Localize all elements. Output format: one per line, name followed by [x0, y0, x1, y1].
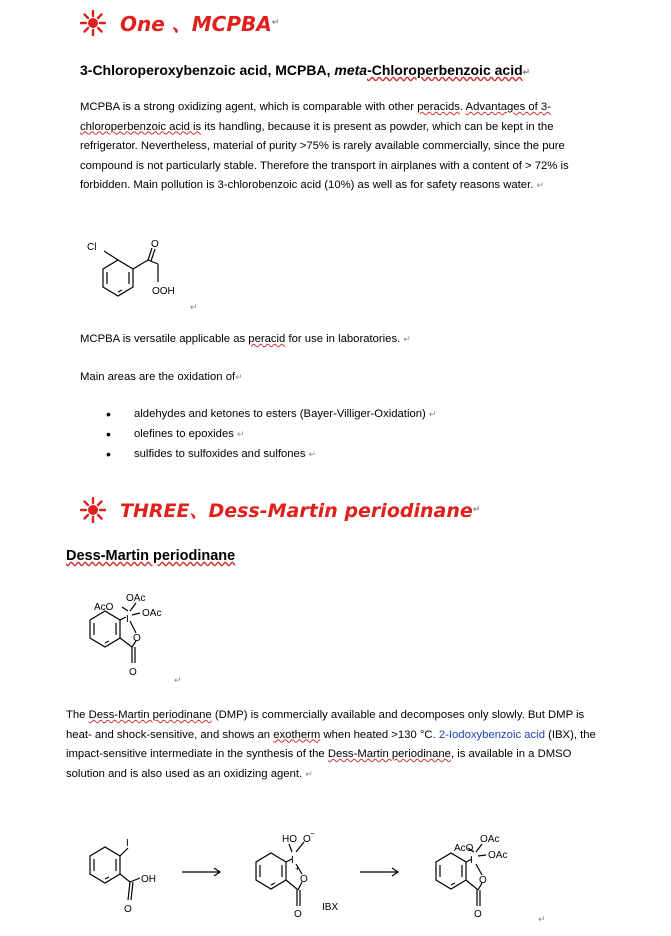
- dmp-oac-top-label: OAc: [480, 834, 500, 845]
- ibx-dmp-reaction-scheme: [60, 828, 620, 932]
- text-run: (IBX), the impact-sensitive intermediate in the synthesis of the: [66, 728, 596, 760]
- text-run: MCPBA is versatile applicable as: [80, 333, 249, 345]
- ibx-o-label: O: [303, 834, 311, 845]
- text-run: sulfoxides: [188, 448, 239, 460]
- list-item: • olefines to epoxides ↵: [106, 424, 586, 444]
- ooh-label: OOH: [152, 286, 175, 297]
- ibx-carbonyl-o: O: [294, 909, 302, 920]
- acid-o-label: O: [124, 904, 132, 915]
- text-run: olefines: [134, 428, 173, 440]
- sun-icon: [80, 497, 106, 523]
- text-run: Dess-Martin periodinane: [88, 709, 212, 721]
- text-run: its handling, because it is present as powder, which can be kept in the refrigerator. Nevertheless, material of purity >75% is rarely available commercially, since the pure compound is not particularly stable. Therefore the transport in airplanes with a content of > 72% is forbidden. Main pollution is 3-chlorobenzoic acid (10%) as well as for safety reasons water.: [80, 120, 569, 191]
- ibx-ho-label: HO: [282, 834, 297, 845]
- mcpba-structure: [78, 238, 208, 316]
- section-heading-text: THREE、Dess-Martin periodinane: [120, 500, 473, 522]
- text-run: , is available in a DMSO solution and is also used as an oxidizing agent.: [66, 748, 572, 780]
- dmp-iodine-label: I: [470, 855, 473, 866]
- dmp-ring-o-label: O: [479, 875, 487, 886]
- svg-text:↵: ↵: [174, 675, 182, 685]
- text-run: when heated >130 °C.: [320, 728, 439, 741]
- dmp-aco: AcO: [94, 602, 114, 613]
- mcpba-versatile-text: MCPBA is versatile applicable as peracid for use in laboratories. ↵: [80, 333, 411, 345]
- dmp-oac-right: OAc: [142, 608, 162, 619]
- plus-sign: +: [295, 864, 300, 873]
- text-run: to epoxides: [172, 428, 234, 440]
- sun-icon: [80, 10, 106, 36]
- text-run: MCPBA is a strong oxidizing agent, which is comparable with other: [80, 101, 418, 113]
- section-heading-mcpba: One 、MCPBA ↵: [80, 8, 279, 37]
- dmp-oac-right-label: OAc: [488, 850, 508, 861]
- dmp-carbonyl-o: O: [129, 667, 137, 678]
- section-heading-dmp: THREE、Dess-Martin periodinane ↵: [80, 496, 480, 523]
- svg-text:↵: ↵: [190, 302, 198, 312]
- iodo-label: I: [126, 838, 129, 849]
- text-run: (DMP) is commercially available and decomposes only slowly. But DMP is heat- and shock-sensitive, and shows an: [66, 709, 585, 741]
- ibx-label: IBX: [322, 902, 339, 913]
- oh-label: OH: [141, 874, 156, 885]
- text-run: .: [459, 101, 466, 113]
- dmp-iodine: I: [126, 614, 129, 625]
- dmp-description: The Dess-Martin periodinane (DMP) is commercially available and decomposes only slowly. But DMP is heat- and shock-sensitive, and shows an exotherm when heated >130 °C. 2-Iodoxybenzoic acid (IBX), the impact-sensitive intermediate in the synthesis of the Dess-Martin periodinane, is available in a DMSO solution and is also used as an oxidizing agent. ↵: [66, 709, 596, 780]
- text-run: aldehydes and ketones to esters: [134, 408, 300, 420]
- dmp-carbonyl-o-label: O: [474, 909, 482, 920]
- cl-label: Cl: [87, 242, 97, 253]
- link-text[interactable]: 2-Iodoxybenzoic acid: [438, 728, 545, 741]
- mcpba-description: MCPBA is a strong oxidizing agent, which is comparable with other peracids. Advantages of 3-chloroperbenzoic acid is its handling, because it is present as powder, which can be kept in the refrigerator. Nevertheless, material of purity >75% is rarely available commercially, since the pure compound is not particularly stable. Therefore the transport in airplanes with a content of > 72% is forbidden. Main pollution is 3-chlorobenzoic acid (10%) as well as for safety reasons water. ↵: [80, 101, 569, 191]
- dmp-ring-o: O: [133, 633, 141, 644]
- text-run: sulfones: [263, 448, 306, 460]
- text-run: sulfides to: [134, 448, 189, 460]
- minus-sign: −: [310, 829, 315, 838]
- text-run: Advantages of 3-chloroperbenzoic acid is: [80, 101, 551, 133]
- text-run: Dess-Martin periodinane: [327, 748, 451, 760]
- link-text[interactable]: (Bayer-Villiger-Oxidation): [299, 408, 426, 420]
- o-label: O: [151, 239, 159, 250]
- text-run: peracids: [417, 101, 460, 113]
- dmp-title: Dess-Martin periodinane: [66, 548, 236, 564]
- oxidation-intro-text: Main areas are the oxidation of↵: [80, 371, 243, 383]
- section-heading-text: One 、MCPBA: [120, 12, 272, 36]
- dmp-aco-label: AcO: [454, 843, 474, 854]
- dmp-oac-top: OAc: [126, 593, 146, 604]
- text-run: The: [66, 709, 89, 721]
- ibx-iodine: I: [291, 855, 294, 866]
- ibx-ring-o: O: [300, 874, 308, 885]
- list-item: • aldehydes and ketones to esters (Bayer-Villiger-Oxidation) ↵: [106, 404, 586, 424]
- text-run: and: [238, 448, 264, 460]
- oxidation-list: [106, 404, 586, 464]
- text-run: peracid: [248, 333, 286, 345]
- svg-text:↵: ↵: [538, 914, 546, 924]
- text-run: for use in laboratories.: [285, 333, 401, 345]
- list-item: • sulfides to sulfoxides and sulfones ↵: [106, 444, 586, 464]
- dmp-structure: [70, 585, 200, 690]
- mcpba-title: 3-Chloroperoxybenzoic acid, MCPBA, meta-Chloroperbenzoic acid↵: [80, 62, 531, 78]
- text-run: exotherm: [273, 728, 321, 741]
